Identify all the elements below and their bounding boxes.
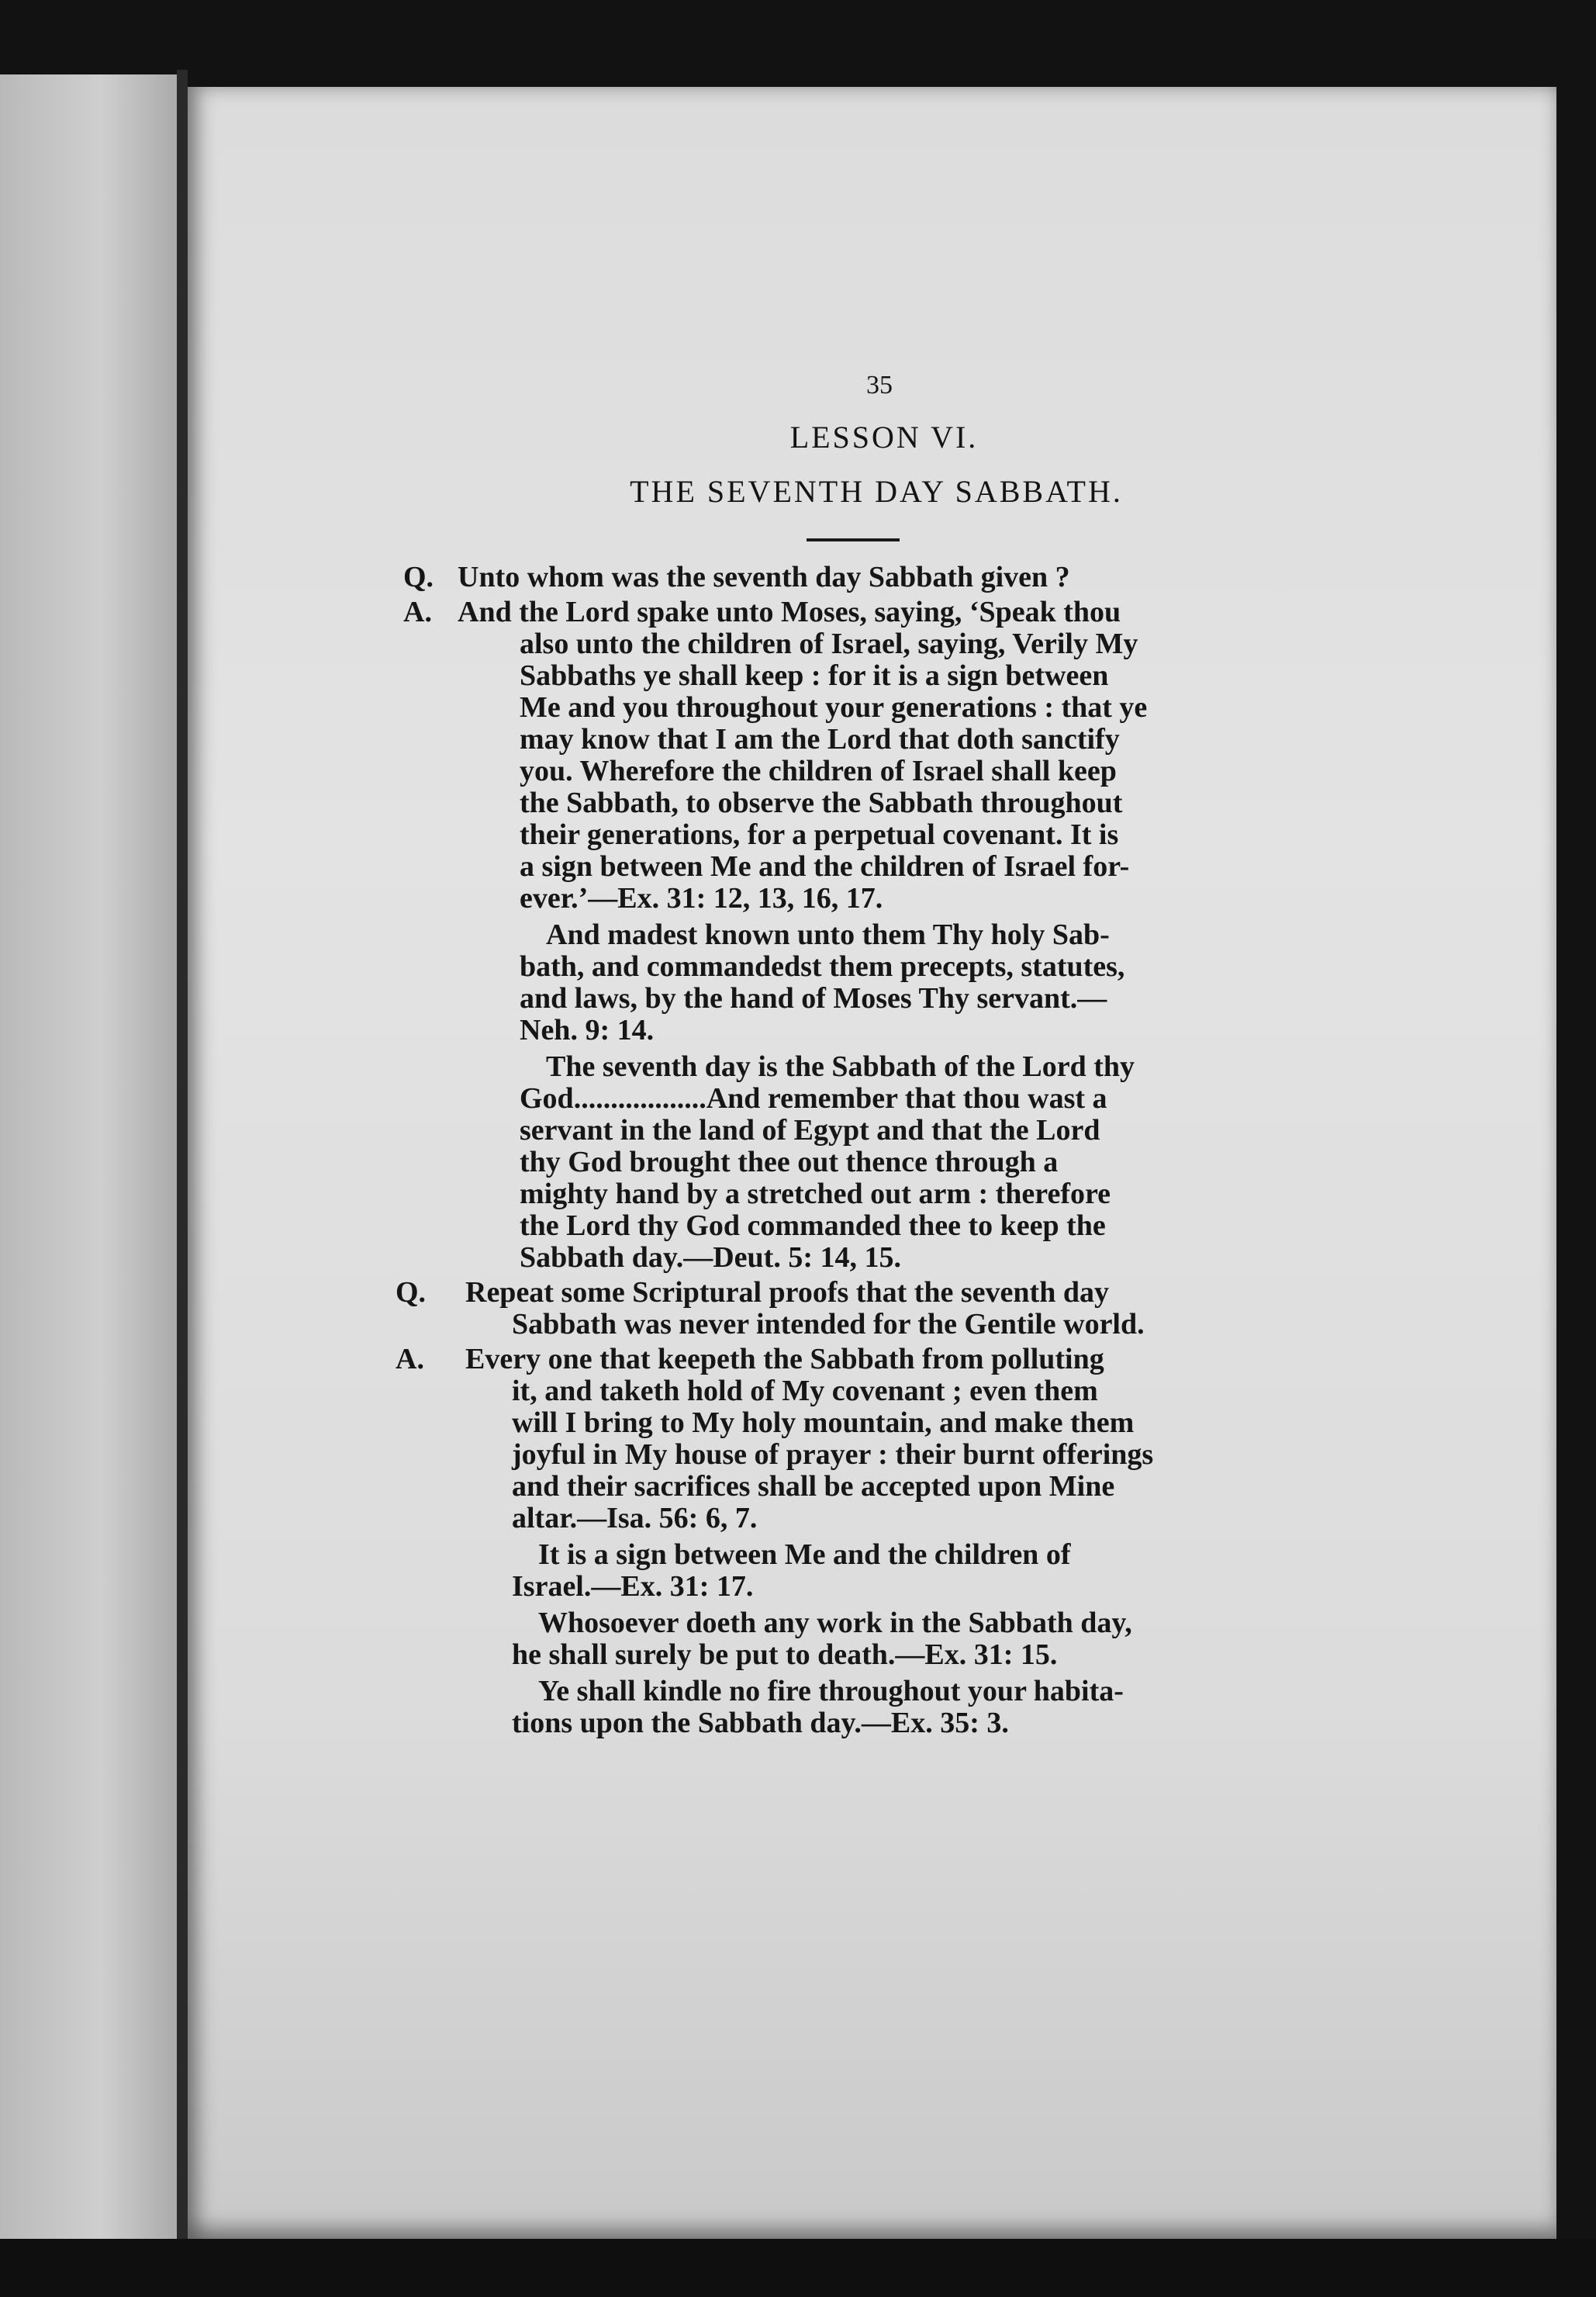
scripture-paragraph	[512, 1675, 1326, 1739]
paragraph-line: thy God brought thee out thence through a	[520, 1146, 1059, 1178]
scripture-paragraph	[520, 919, 1326, 1046]
answer-line: you. Wherefore the children of Israel shall keep	[520, 755, 1117, 787]
answer-line: also unto the children of Israel, saying, Verily My	[520, 628, 1138, 660]
answer-label: A.	[403, 596, 432, 628]
scan-bottom-edge	[0, 2239, 1596, 2297]
answer-line: may know that I am the Lord that doth sanctify	[520, 723, 1120, 756]
paragraph-line: Sabbath day.—Deut. 5: 14, 15.	[520, 1241, 901, 1274]
question-text: Sabbath was never intended for the Gentile world.	[512, 1308, 1145, 1340]
answer-label: A.	[396, 1343, 424, 1375]
answer-line: a sign between Me and the children of Israel for-	[520, 850, 1130, 883]
paragraph-line: he shall surely be put to death.—Ex. 31: 15.	[512, 1638, 1058, 1671]
paragraph-line: servant in the land of Egypt and that the Lord	[520, 1114, 1100, 1147]
paragraph-line: It is a sign between Me and the children of	[538, 1538, 1071, 1571]
lesson-title: THE SEVENTH DAY SABBATH.	[630, 474, 1123, 509]
paragraph-line: Ye shall kindle no fire throughout your habita-	[538, 1675, 1124, 1707]
answer-line: and their sacrifices shall be accepted upon Mine	[512, 1470, 1115, 1503]
answer-line: Every one that keepeth the Sabbath from polluting	[465, 1343, 1104, 1375]
scripture-paragraph	[512, 1538, 1326, 1603]
question-label: Q.	[403, 561, 434, 593]
lesson-content	[396, 561, 1326, 1742]
paragraph-line: bath, and commandedst them precepts, statutes,	[520, 950, 1125, 983]
scripture-paragraph	[512, 1607, 1326, 1671]
question-text: Unto whom was the seventh day Sabbath given ?	[458, 561, 1070, 593]
lesson-heading: LESSON VI.	[789, 420, 979, 455]
answer-line: Sabbaths ye shall keep : for it is a sign between	[520, 659, 1109, 692]
answer-line: will I bring to My holy mountain, and make them	[512, 1406, 1135, 1439]
title-rule	[807, 538, 900, 541]
question-2	[396, 1276, 1326, 1340]
facing-page-edge	[0, 74, 185, 2239]
answer-2	[396, 1343, 1326, 1739]
question-label: Q.	[396, 1276, 427, 1309]
paragraph-line: the Lord thy God commanded thee to keep the	[520, 1209, 1106, 1242]
question-text: Repeat some Scriptural proofs that the seventh day	[465, 1276, 1109, 1309]
answer-line: joyful in My house of prayer : their burnt offerings	[512, 1438, 1154, 1471]
paragraph-line: And madest known unto them Thy holy Sab-	[546, 918, 1110, 951]
page-number: 35	[866, 371, 893, 400]
answer-line: ever.’—Ex. 31: 12, 13, 16, 17.	[520, 882, 883, 915]
question-1	[403, 562, 1326, 593]
answer-line: their generations, for a perpetual covenant. It is	[520, 818, 1119, 851]
answer-line: Me and you throughout your generations : that ye	[520, 691, 1148, 724]
scripture-paragraph	[520, 1051, 1326, 1274]
paragraph-line: God..................And remember that thou wast a	[520, 1082, 1107, 1115]
paragraph-line: tions upon the Sabbath day.—Ex. 35: 3.	[512, 1707, 1009, 1739]
paragraph-line: and laws, by the hand of Moses Thy servant.—	[520, 982, 1107, 1015]
answer-line: the Sabbath, to observe the Sabbath throughout	[520, 787, 1123, 819]
answer-line: it, and taketh hold of My covenant ; even them	[512, 1375, 1098, 1407]
paragraph-line: mighty hand by a stretched out arm : therefore	[520, 1178, 1111, 1210]
answer-line: And the Lord spake unto Moses, saying, ‘Speak thou	[458, 596, 1121, 628]
paragraph-line: Whosoever doeth any work in the Sabbath day,	[538, 1607, 1132, 1639]
answer-1	[403, 597, 1326, 1274]
book-spine	[177, 70, 188, 2242]
answer-line: altar.—Isa. 56: 6, 7.	[512, 1502, 758, 1534]
paragraph-line: Israel.—Ex. 31: 17.	[512, 1570, 754, 1603]
paragraph-line: The seventh day is the Sabbath of the Lord thy	[546, 1050, 1135, 1083]
paragraph-line: Neh. 9: 14.	[520, 1014, 655, 1046]
